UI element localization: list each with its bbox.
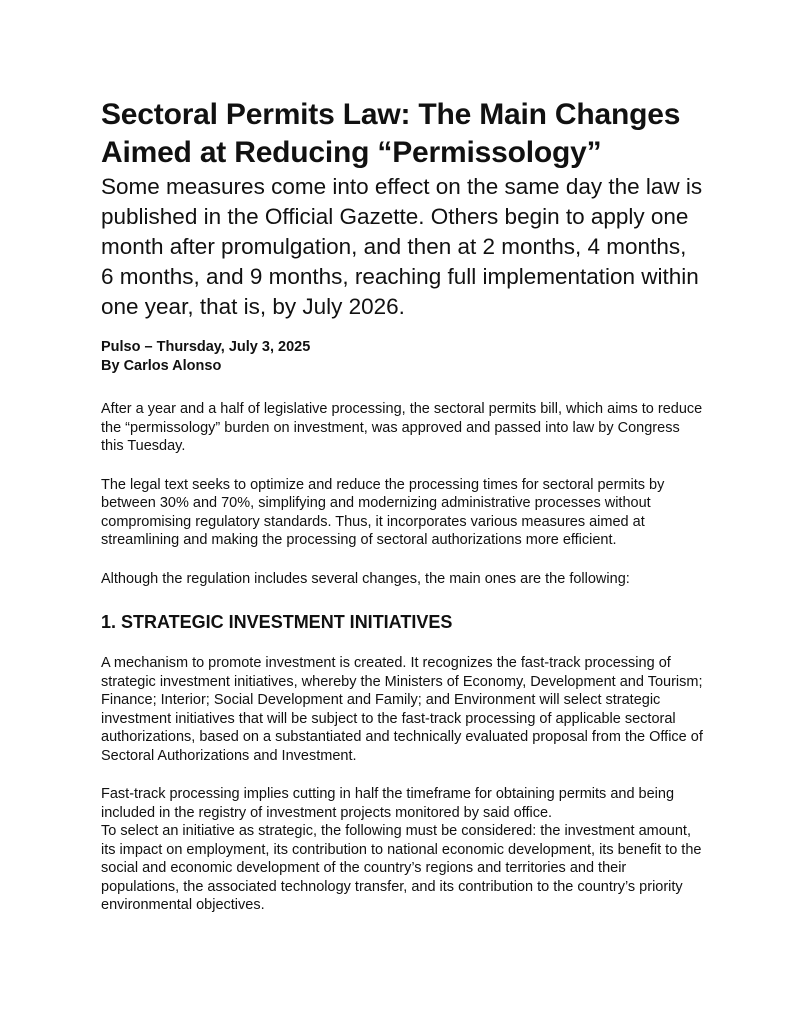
section-heading-strategic-investment: 1. STRATEGIC INVESTMENT INITIATIVES [101, 612, 453, 632]
paragraph-selection-criteria: To select an initiative as strategic, the following must be considered: the investment amount, its impact on employment, its contribution to national economic development, its benefit to the social and economic development of the country’s regions and territories and their populations, the associated technology transfer, and its contribution to the country’s priority environmental objectives. [101, 823, 702, 913]
paragraph-legal-text: The legal text seeks to optimize and reduce the processing times for sectoral permits by between 30% and 70%, simplifying and modernizing administrative processes without compromising regulatory standards. Thus, it incorporates various measures aimed at streamlining and making the processing of sectoral authorizations more efficient. [101, 476, 665, 548]
article-title: Sectoral Permits Law: The Main Changes Aimed at Reducing “Permissology” [101, 98, 681, 169]
paragraph-fast-track: Fast-track processing implies cutting in half the timeframe for obtaining permits and being included in the registry of investment projects monitored by said office. [101, 786, 675, 821]
article [101, 96, 705, 915]
paragraph-intro: After a year and a half of legislative processing, the sectoral permits bill, which aims to reduce the “permissology” burden on investment, was approved and passed into law by Congress this Tuesday. [101, 401, 703, 454]
dateline: Pulso – Thursday, July 3, 2025 [101, 339, 311, 355]
author: By Carlos Alonso [101, 358, 222, 374]
article-subtitle: Some measures come into effect on the same day the law is published in the Official Gazette. Others begin to apply one month after promulgation, and then at 2 months, 4 months, 6 months, and 9 months, reaching full implementation within one year, that is, by July 2026. [101, 174, 703, 319]
byline [101, 338, 705, 376]
paragraph-main-changes: Although the regulation includes several changes, the main ones are the following: [101, 570, 630, 587]
paragraph-mechanism: A mechanism to promote investment is created. It recognizes the fast-track processing of strategic investment initiatives, whereby the Ministers of Economy, Development and Tourism; Finance; Interior; Social Development and Family; and Environment will select strategic investment initiatives that will be subject to the fast-track processing of applicable sectoral authorizations, based on a substantiated and technically evaluated proposal from the Office of Sectoral Authorizations and Investment. [101, 655, 703, 764]
